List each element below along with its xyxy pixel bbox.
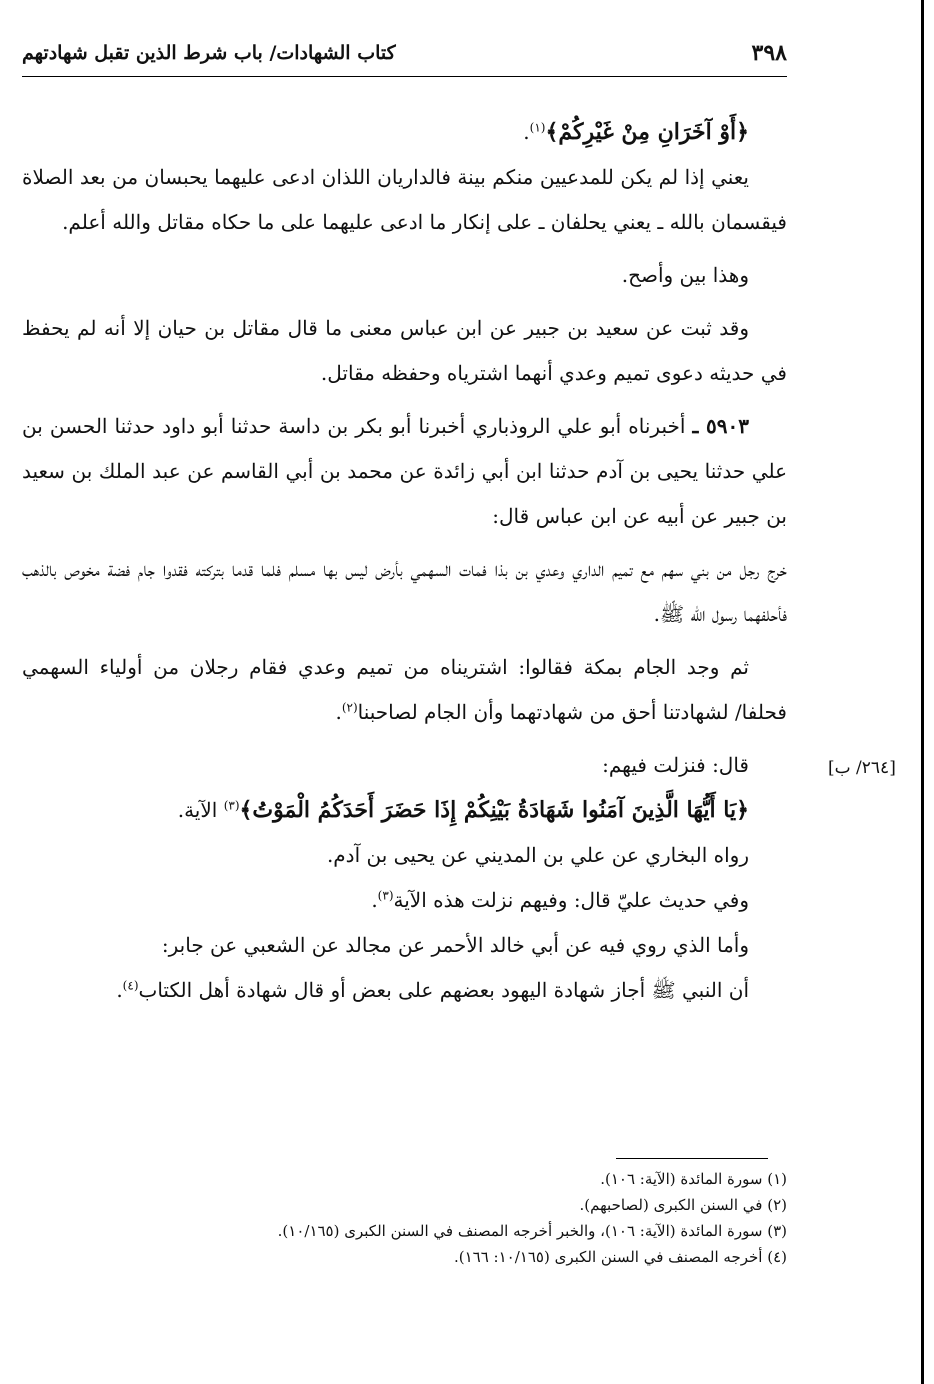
running-header: [22, 36, 787, 77]
punctuation: .: [371, 888, 378, 912]
paragraph-quran-2: [22, 788, 787, 833]
footnote-ref: (١): [529, 120, 546, 135]
footnote-ref: (٢): [341, 700, 358, 715]
running-title: كتاب الشهادات/ باب شرط الذين تقبل شهادتهم: [22, 42, 396, 64]
paragraph-text: أن النبي ﷺ أجاز شهادة اليهود بعضهم على بعض أو قال شهادة أهل الكتاب: [138, 978, 749, 1002]
footnote-ref: (٣): [223, 798, 240, 813]
paragraph: وأما الذي روي فيه عن أبي خالد الأحمر عن مجالد عن الشعبي عن جابر:: [161, 933, 749, 957]
page-number: ٣٩٨: [751, 40, 787, 66]
paragraph: [22, 645, 787, 735]
punctuation: .: [523, 120, 530, 144]
paragraph: خرج رجل من بني سهم مع تميم الداري وعدي بن بذا فمات السهمي بأرض ليس بها مسلم فلما قدما بتركته فقدوا جام فضة مخوص بالذهب فأحلفهما رسول الله ﷺ.: [22, 557, 787, 626]
paragraph: قال: فنزلت فيهم:: [602, 753, 749, 777]
footnote-3: (٣) سورة المائدة (الآية: ١٠٦)، والخبر أخرجه المصنف في السنن الكبرى (١٠/١٦٥).: [277, 1222, 787, 1240]
paragraph: وقد ثبت عن سعيد بن جبير عن ابن عباس معنى ما قال مقاتل بن حيان إلا أنه لم يحفظ في حديثه دعوى تميم وعدي أنهما اشترياه وحفظه مقاتل.: [22, 316, 787, 385]
paragraph-text: ثم وجد الجام بمكة فقالوا: اشتريناه من تميم وعدي فقام رجلان من أولياء السهمي فحلفا/ لشهادتنا أحق من شهادتهما وأن الجام لصاحبنا: [22, 655, 787, 724]
footnotes: [22, 1166, 787, 1270]
hadith-isnad: أخبرناه أبو علي الروذباري أخبرنا أبو بكر بن داسة حدثنا أبو داود حدثنا الحسن بن علي حدثنا يحيى بن آدم حدثنا ابن أبي زائدة عن محمد بن أبي القاسم عن عبد الملك بن سعيد بن جبير عن أبيه عن ابن عباس قال:: [22, 414, 787, 528]
quran-verse: ﴿أَوْ آخَرَانِ مِنْ غَيْرِكُمْ﴾: [545, 119, 749, 145]
paragraph: يعني إذا لم يكن للمدعيين منكم بينة فالداريان اللذان ادعى عليهما يحبسان من بعد الصلاة فيقسمان بالله ـ يعني يحلفان ـ على إنكار ما ادعى عليهما على ما حكاه مقاتل والله أعلم.: [22, 165, 787, 234]
quran-verse: ﴿يَا أَيُّهَا الَّذِينَ آمَنُوا شَهَادَةُ بَيْنِكُمْ إِذَا حَضَرَ أَحَدَكُمُ الْمَوْتُ﴾: [239, 797, 749, 823]
punctuation: .: [335, 700, 342, 724]
paragraph: [22, 968, 787, 1013]
footnote-1: (١) سورة المائدة (الآية: ١٠٦).: [600, 1170, 787, 1188]
paragraph: [22, 878, 787, 923]
footnote-2: (٢) في السنن الكبرى (لصاحبهم).: [579, 1196, 787, 1214]
page-edge-rule: [921, 0, 924, 1384]
hadith-number: ٥٩٠٣ ـ: [692, 414, 749, 438]
main-text: [22, 110, 787, 1013]
paragraph-text: الآية.: [177, 798, 224, 822]
paragraph-text: وفي حديث عليّ قال: وفيهم نزلت هذه الآية: [393, 888, 749, 912]
footnote-separator: [616, 1158, 768, 1159]
footnote-ref: (٣): [377, 888, 394, 903]
hadith-paragraph: [22, 404, 787, 539]
manuscript-folio-note: [٢٦٤/ ب]: [828, 758, 896, 778]
footnote-4: (٤) أخرجه المصنف في السنن الكبرى (١٠/١٦٥: ١٦٦).: [453, 1248, 787, 1266]
footnote-ref: (٤): [122, 978, 139, 993]
paragraph: رواه البخاري عن علي بن المديني عن يحيى بن آدم.: [326, 843, 749, 867]
punctuation: .: [116, 978, 123, 1002]
paragraph-quran-1: [22, 110, 787, 155]
paragraph: وهذا بين وأصح.: [621, 263, 749, 287]
